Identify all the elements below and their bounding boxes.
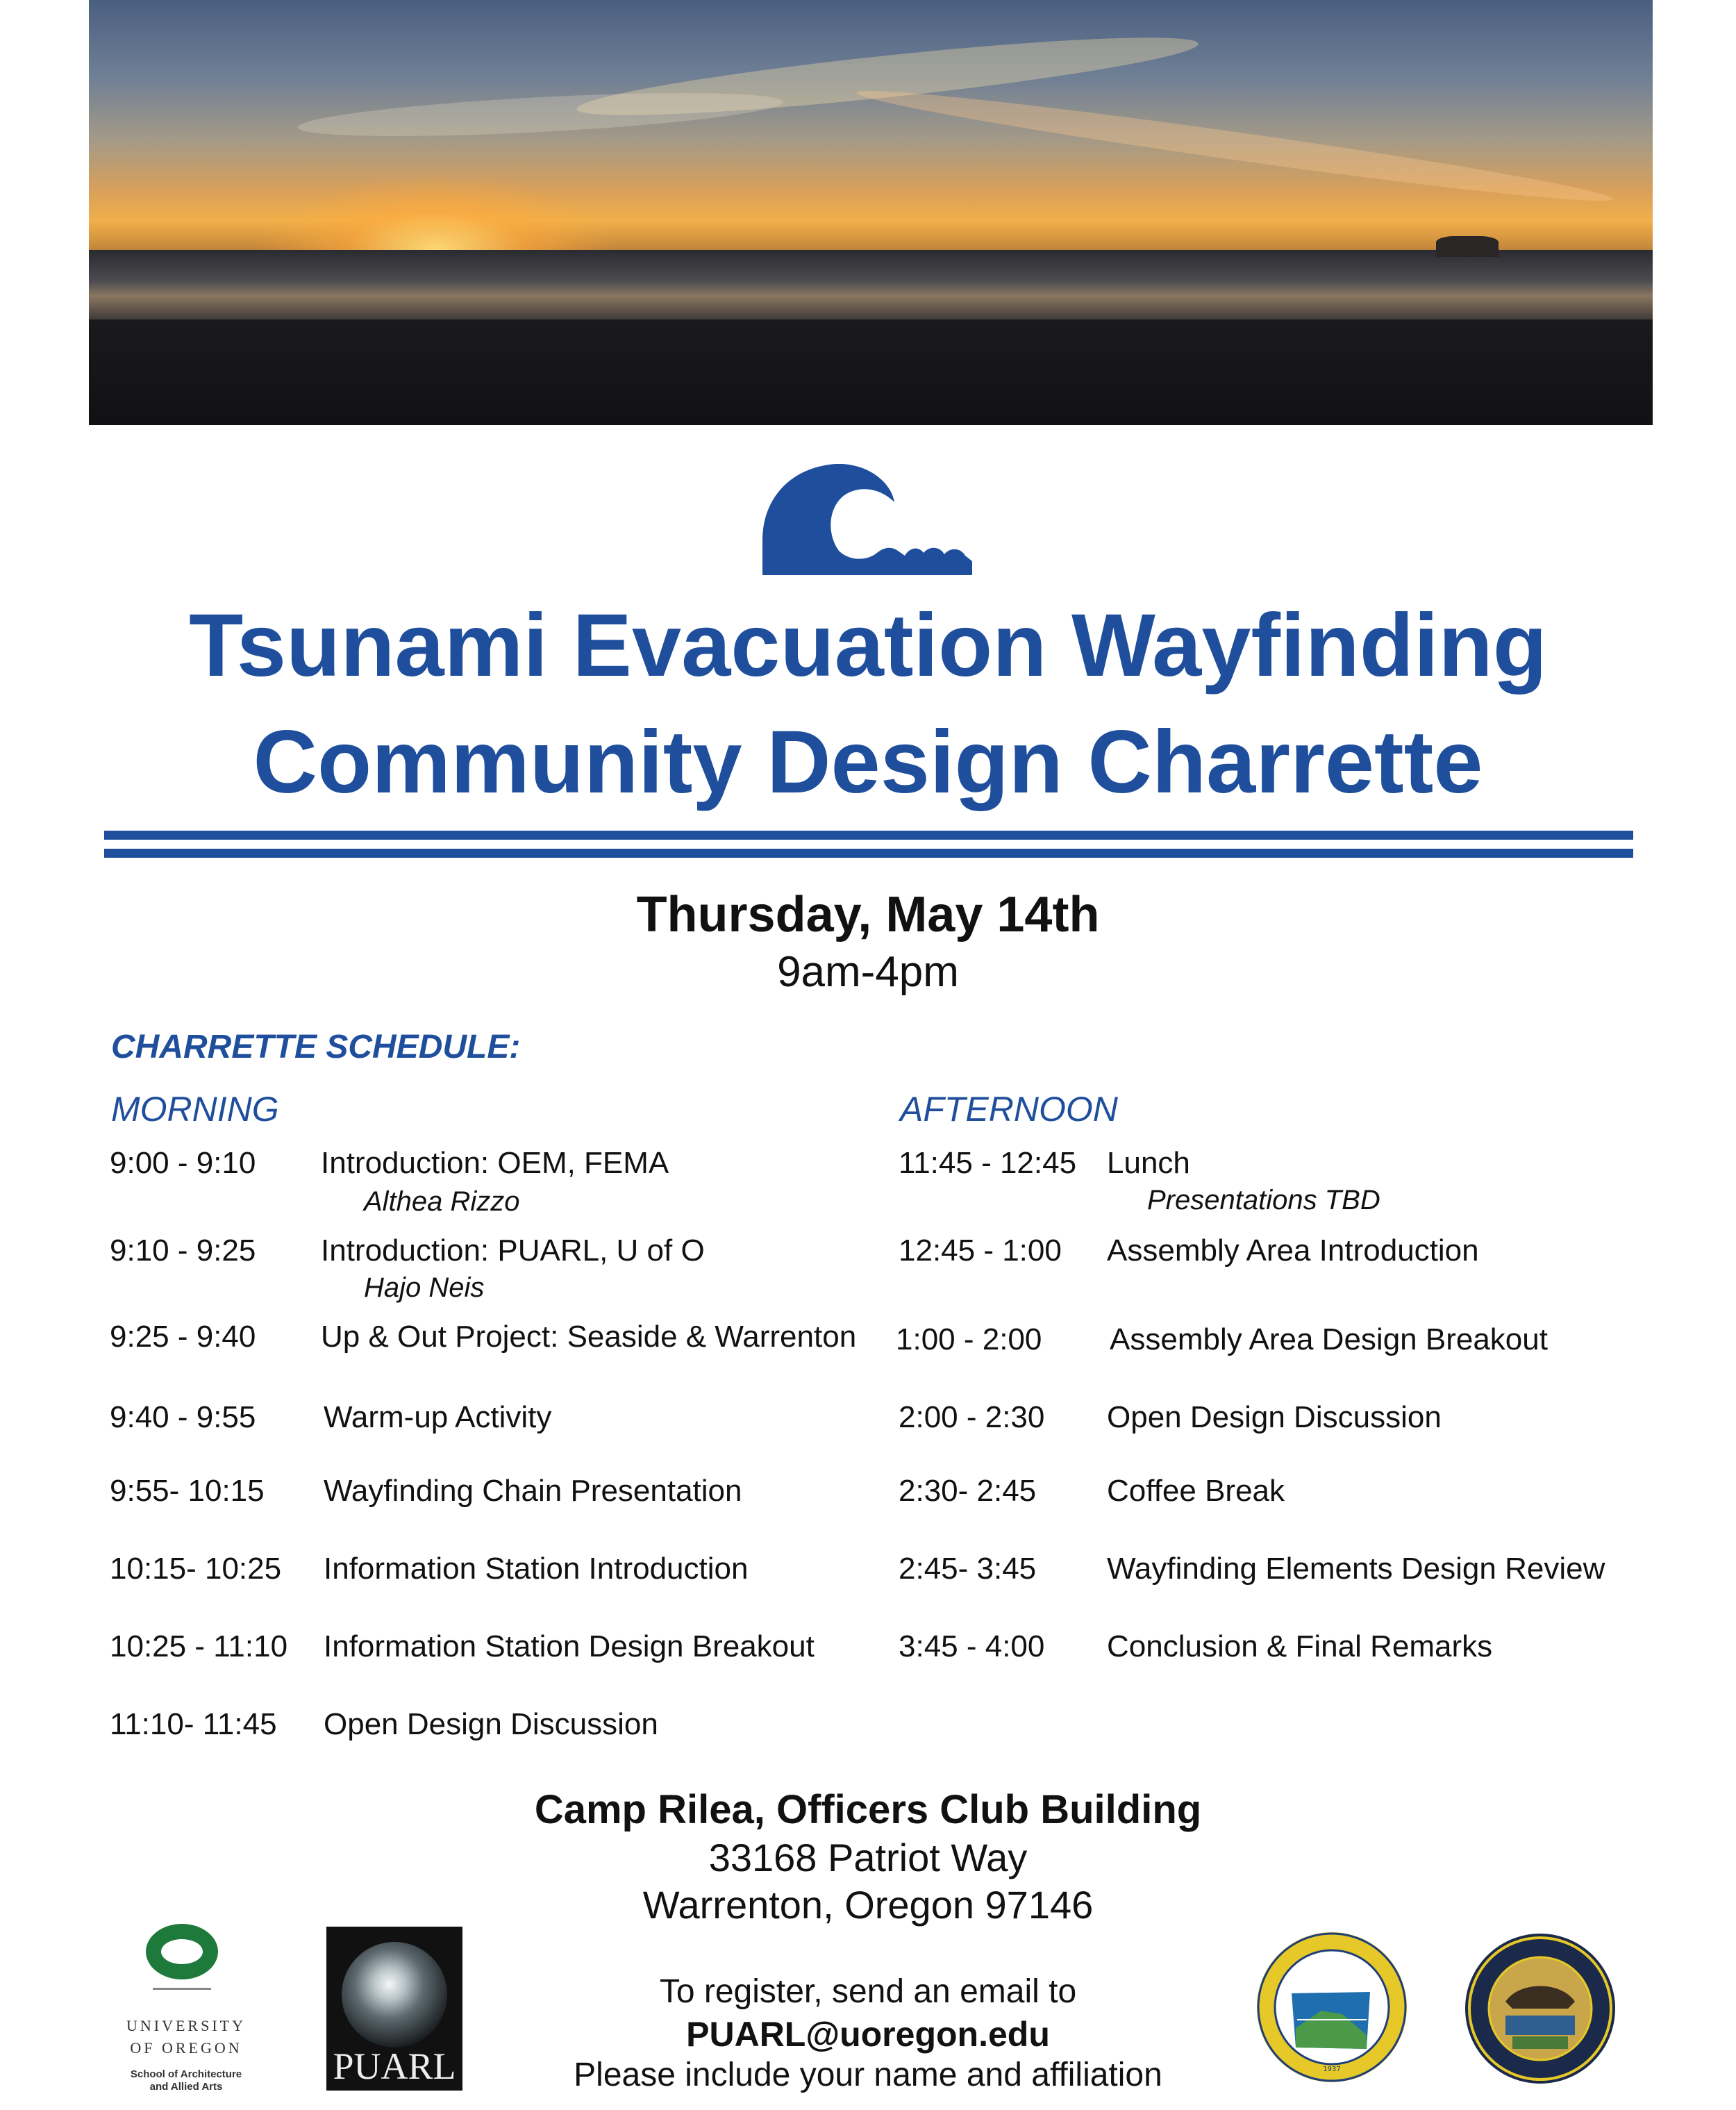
morning-activity: Information Station Design Breakout xyxy=(324,1629,815,1663)
morning-time: 10:15- 10:25 xyxy=(110,1552,282,1586)
afternoon-time: 1:00 - 2:00 xyxy=(896,1322,1042,1356)
morning-activity: Open Design Discussion xyxy=(324,1707,658,1741)
morning-time: 9:25 - 9:40 xyxy=(110,1320,256,1354)
afternoon-activity: Coffee Break xyxy=(1107,1474,1285,1508)
registration-note: Please include your name and affiliation xyxy=(574,2057,1162,2093)
morning-activity: Warm-up Activity xyxy=(324,1400,552,1434)
cloud-streak xyxy=(855,79,1615,213)
sea-rocks xyxy=(1436,236,1499,257)
afternoon-time: 11:45 - 12:45 xyxy=(899,1146,1077,1180)
tsunami-wave-icon xyxy=(762,464,972,575)
geology-department-seal-icon xyxy=(1255,1931,1408,2084)
morning-activity: Wayfinding Chain Presentation xyxy=(324,1474,742,1508)
morning-activity: Introduction: PUARL, U of O xyxy=(321,1233,705,1268)
ocean xyxy=(89,250,1653,326)
uo-name-line-2: OF OREGON xyxy=(130,2039,242,2057)
logo-divider xyxy=(153,1988,211,1990)
hero-sunset-photo xyxy=(89,0,1653,425)
morning-speaker: Hajo Neis xyxy=(364,1272,485,1303)
venue-address-line-2: Warrenton, Oregon 97146 xyxy=(642,1883,1094,1927)
venue-name: Camp Rilea, Officers Club Building xyxy=(534,1787,1202,1832)
puarl-orb-icon xyxy=(342,1942,447,2047)
university-of-oregon-logo xyxy=(110,1924,262,2091)
morning-speaker: Althea Rizzo xyxy=(364,1186,520,1217)
svg-text:1937: 1937 xyxy=(1323,2066,1341,2073)
afternoon-activity: Assembly Area Introduction xyxy=(1107,1233,1479,1268)
uo-school-line-1: School of Architecture xyxy=(130,2068,242,2080)
registration-intro: To register, send an email to xyxy=(659,1973,1077,2010)
cloud-streak xyxy=(297,85,784,145)
afternoon-speaker: Presentations TBD xyxy=(1147,1185,1380,1215)
morning-activity: Up & Out Project: Seaside & Warrenton xyxy=(321,1320,857,1354)
afternoon-activity: Wayfinding Elements Design Review xyxy=(1107,1552,1605,1586)
title-rule-top xyxy=(104,831,1633,840)
afternoon-activity: Open Design Discussion xyxy=(1107,1400,1442,1434)
afternoon-time: 2:00 - 2:30 xyxy=(899,1400,1045,1434)
afternoon-time: 2:30- 2:45 xyxy=(899,1474,1037,1508)
morning-heading: MORNING xyxy=(111,1090,279,1129)
uo-school-line-2: and Allied Arts xyxy=(149,2081,223,2093)
beach xyxy=(89,319,1653,425)
morning-time: 9:40 - 9:55 xyxy=(110,1400,256,1434)
puarl-logo xyxy=(326,1927,462,2091)
afternoon-activity: Lunch xyxy=(1107,1146,1190,1180)
uo-name-line-1: UNIVERSITY xyxy=(126,2017,246,2034)
oregon-military-department-seal-icon xyxy=(1464,1932,1617,2085)
morning-time: 9:10 - 9:25 xyxy=(110,1233,256,1268)
morning-time: 9:00 - 9:10 xyxy=(110,1146,256,1180)
registration-email[interactable]: PUARL@uoregon.edu xyxy=(686,2015,1050,2054)
title-line-1: Tsunami Evacuation Wayfinding xyxy=(189,596,1547,695)
afternoon-activity: Assembly Area Design Breakout xyxy=(1110,1322,1548,1356)
puarl-logo-text: PUARL xyxy=(333,2045,456,2087)
venue-address-line-1: 33168 Patriot Way xyxy=(708,1836,1028,1879)
title-line-2: Community Design Charrette xyxy=(253,713,1483,812)
morning-activity: Information Station Introduction xyxy=(324,1552,749,1586)
event-date: Thursday, May 14th xyxy=(636,887,1100,942)
afternoon-time: 2:45- 3:45 xyxy=(899,1552,1037,1586)
morning-time: 11:10- 11:45 xyxy=(110,1707,277,1741)
afternoon-heading: AFTERNOON xyxy=(900,1090,1118,1129)
uo-o-icon xyxy=(146,1924,218,1979)
afternoon-activity: Conclusion & Final Remarks xyxy=(1107,1629,1493,1663)
event-time: 9am-4pm xyxy=(777,948,959,996)
morning-time: 10:25 - 11:10 xyxy=(110,1629,288,1663)
schedule-heading: CHARRETTE SCHEDULE: xyxy=(111,1029,521,1065)
title-rule-bottom xyxy=(104,849,1633,858)
morning-activity: Introduction: OEM, FEMA xyxy=(321,1146,669,1180)
afternoon-time: 3:45 - 4:00 xyxy=(899,1629,1045,1663)
afternoon-time: 12:45 - 1:00 xyxy=(899,1233,1062,1268)
morning-time: 9:55- 10:15 xyxy=(110,1474,265,1508)
